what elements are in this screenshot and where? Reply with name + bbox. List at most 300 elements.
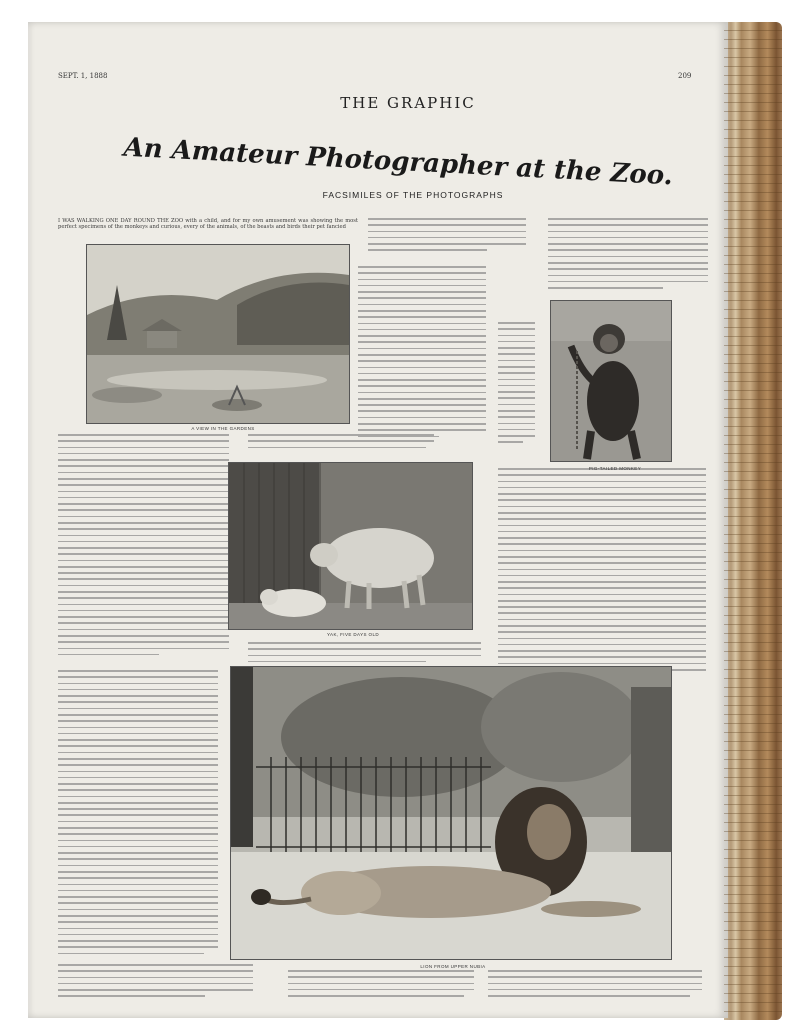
text-line	[58, 983, 253, 985]
text-line	[498, 650, 706, 652]
text-line	[498, 474, 706, 476]
page-edge-line	[724, 858, 782, 859]
page-edge-line	[724, 921, 782, 922]
text-line	[58, 771, 218, 773]
text-line	[58, 934, 218, 936]
text-line	[548, 268, 708, 270]
text-line	[58, 871, 218, 873]
text-line	[58, 465, 229, 467]
page-edge-line	[724, 426, 782, 427]
page-edge-line	[724, 588, 782, 589]
book-page-edges	[724, 22, 782, 1020]
text-line	[498, 391, 535, 393]
text-line	[58, 764, 218, 766]
text-line	[498, 322, 535, 324]
page-edge-line	[724, 138, 782, 139]
text-line	[58, 777, 218, 779]
text-line	[58, 610, 229, 612]
intro-paragraph	[58, 218, 358, 244]
text-line	[358, 348, 486, 350]
page-edge-line	[724, 912, 782, 913]
text-line	[548, 287, 663, 289]
monkey-caption: PIG-TAILED MONKEY	[588, 466, 642, 471]
text-line	[498, 366, 535, 368]
text-line	[58, 572, 229, 574]
page-edge-line	[724, 282, 782, 283]
text-line	[498, 341, 535, 343]
text-line	[498, 404, 535, 406]
text-line	[498, 493, 706, 495]
masthead: THE GRAPHIC	[340, 94, 476, 112]
text-line	[498, 379, 535, 381]
text-line	[548, 237, 708, 239]
text-line	[58, 535, 229, 537]
text-line	[548, 218, 708, 220]
text-line	[58, 447, 229, 449]
text-line	[288, 995, 464, 997]
newspaper-page	[28, 22, 728, 1018]
text-line	[58, 541, 229, 543]
text-line	[58, 946, 218, 948]
text-line	[58, 953, 204, 955]
page-edge-line	[724, 291, 782, 292]
page-edge-line	[724, 309, 782, 310]
text-line	[248, 648, 481, 650]
column-text-block	[548, 218, 720, 298]
text-line	[358, 398, 486, 400]
page-edge-line	[724, 300, 782, 301]
text-line	[358, 335, 486, 337]
page-edge-line	[724, 210, 782, 211]
text-line	[58, 783, 218, 785]
text-line	[358, 417, 486, 419]
page-edge-line	[724, 327, 782, 328]
page-date: SEPT. 1, 1888	[58, 72, 108, 80]
page-edge-line	[724, 480, 782, 481]
text-line	[58, 915, 218, 917]
text-line	[58, 808, 218, 810]
page-edge-line	[724, 516, 782, 517]
page-edge-line	[724, 876, 782, 877]
column-text-block	[358, 266, 496, 448]
text-line	[58, 547, 229, 549]
text-line	[358, 392, 486, 394]
page-edge-line	[724, 219, 782, 220]
text-line	[358, 323, 486, 325]
text-line	[58, 484, 229, 486]
text-line	[498, 506, 706, 508]
text-line	[358, 279, 486, 281]
page-edge-line	[724, 597, 782, 598]
text-line	[58, 802, 218, 804]
column-text-block	[288, 970, 488, 1004]
page-edge-line	[724, 444, 782, 445]
page-edge-line	[724, 777, 782, 778]
page-edge-line	[724, 192, 782, 193]
page-edge-line	[724, 390, 782, 391]
text-line	[488, 970, 702, 972]
page-edge-line	[724, 435, 782, 436]
page-edge-line	[724, 174, 782, 175]
text-line	[548, 281, 708, 283]
text-line	[358, 310, 486, 312]
text-line	[498, 543, 706, 545]
page-edge-line	[724, 39, 782, 40]
text-line	[548, 256, 708, 258]
text-line	[498, 619, 706, 621]
page-edge-line	[724, 462, 782, 463]
text-line	[548, 262, 708, 264]
text-line	[358, 360, 486, 362]
text-line	[498, 353, 535, 355]
text-line	[58, 821, 218, 823]
text-line	[58, 629, 229, 631]
text-line	[58, 516, 229, 518]
text-line	[358, 304, 486, 306]
text-line	[248, 661, 426, 663]
text-line	[488, 989, 702, 991]
text-line	[58, 890, 218, 892]
text-line	[498, 562, 706, 564]
text-line	[58, 695, 218, 697]
text-line	[498, 410, 535, 412]
text-line	[358, 404, 486, 406]
yak-photo	[228, 462, 473, 630]
text-line	[498, 397, 535, 399]
text-line	[288, 976, 474, 978]
page-edge-line	[724, 606, 782, 607]
text-line	[58, 846, 218, 848]
column-text-block	[58, 434, 242, 666]
text-line	[498, 372, 535, 374]
text-line	[58, 683, 218, 685]
page-edge-line	[724, 489, 782, 490]
page-edge-line	[724, 993, 782, 994]
text-line	[58, 877, 218, 879]
page-edge-line	[724, 840, 782, 841]
text-line	[498, 594, 706, 596]
page-edge-line	[724, 894, 782, 895]
text-line	[58, 472, 229, 474]
text-line	[498, 518, 706, 520]
page-edge-line	[724, 867, 782, 868]
text-line	[58, 727, 218, 729]
page-edge-line	[724, 768, 782, 769]
text-line	[58, 940, 218, 942]
text-line	[58, 641, 229, 643]
text-line	[58, 553, 229, 555]
text-line	[548, 243, 708, 245]
text-line	[498, 360, 535, 362]
page-edge-line	[724, 165, 782, 166]
text-line	[358, 385, 486, 387]
page-edge-line	[724, 237, 782, 238]
text-line	[58, 928, 218, 930]
text-line	[58, 964, 253, 966]
page-edge-line	[724, 534, 782, 535]
page-edge-line	[724, 399, 782, 400]
text-line	[358, 423, 486, 425]
text-line	[358, 316, 486, 318]
page-edge-line	[724, 948, 782, 949]
page-edge-line	[724, 354, 782, 355]
text-line	[58, 585, 229, 587]
text-line	[58, 884, 218, 886]
text-line	[358, 373, 486, 375]
text-line	[58, 566, 229, 568]
intro-lead: I WAS WALKING ONE DAY ROUND THE ZOO with a child, and for my own amusement was showing the most perfect specimens of the monkeys and curious, every of the animals, of the beasts and birds their pet fancied	[58, 218, 358, 231]
page-edge-line	[724, 1002, 782, 1003]
page-edge-line	[724, 525, 782, 526]
text-line	[358, 367, 486, 369]
page-edge-line	[724, 273, 782, 274]
page-edge-line	[724, 66, 782, 67]
text-line	[488, 976, 702, 978]
page-edge-line	[724, 570, 782, 571]
page-edge-line	[724, 849, 782, 850]
text-line	[58, 989, 253, 991]
text-line	[498, 644, 706, 646]
column-text-block	[248, 642, 498, 668]
text-line	[58, 440, 229, 442]
page-edge-line	[724, 561, 782, 562]
text-line	[498, 525, 706, 527]
page-edge-line	[724, 579, 782, 580]
column-text-block	[368, 218, 538, 262]
text-line	[498, 656, 706, 658]
page-edge-line	[724, 678, 782, 679]
page-edge-line	[724, 714, 782, 715]
text-line	[498, 575, 706, 577]
page-edge-line	[724, 507, 782, 508]
text-line	[58, 733, 218, 735]
page-edge-line	[724, 885, 782, 886]
text-line	[358, 341, 486, 343]
page-edge-line	[724, 543, 782, 544]
monkey-photo	[550, 300, 672, 462]
page-edge-line	[724, 363, 782, 364]
page-edge-line	[724, 750, 782, 751]
article-subtitle: FACSIMILES OF THE PHOTOGRAPHS	[322, 190, 504, 200]
text-line	[358, 291, 486, 293]
text-line	[58, 689, 218, 691]
page-edge-line	[724, 255, 782, 256]
text-line	[498, 347, 535, 349]
page-edge-line	[724, 408, 782, 409]
page-edge-line	[724, 453, 782, 454]
text-line	[358, 410, 486, 412]
text-line	[58, 796, 218, 798]
gardens-photo	[86, 244, 350, 424]
text-line	[248, 642, 481, 644]
text-line	[498, 587, 706, 589]
text-line	[548, 231, 708, 233]
text-line	[498, 600, 706, 602]
text-line	[58, 604, 229, 606]
page-edge-line	[724, 642, 782, 643]
gardens-caption: A VIEW IN THE GARDENS	[191, 426, 255, 431]
text-line	[58, 491, 229, 493]
page-edge-line	[724, 975, 782, 976]
text-line	[368, 231, 526, 233]
page-edge-line	[724, 552, 782, 553]
page-edge-line	[724, 264, 782, 265]
text-line	[358, 272, 486, 274]
page-edge-line	[724, 687, 782, 688]
page-edge-line	[724, 120, 782, 121]
text-line	[58, 597, 229, 599]
text-line	[58, 789, 218, 791]
page-edge-line	[724, 705, 782, 706]
page-edge-line	[724, 795, 782, 796]
text-line	[358, 266, 486, 268]
text-line	[58, 522, 229, 524]
page-edge-line	[724, 966, 782, 967]
page-edge-line	[724, 903, 782, 904]
text-line	[248, 447, 426, 449]
page-edge-line	[724, 318, 782, 319]
text-line	[498, 481, 706, 483]
page-edge-line	[724, 660, 782, 661]
text-line	[498, 335, 535, 337]
page-edge-line	[724, 930, 782, 931]
page-edge-line	[724, 183, 782, 184]
text-line	[58, 676, 218, 678]
column-text-block	[498, 322, 538, 452]
text-line	[58, 616, 229, 618]
text-line	[498, 328, 535, 330]
page-edge-line	[724, 201, 782, 202]
text-line	[58, 497, 229, 499]
text-line	[58, 840, 218, 842]
page-edge-line	[724, 372, 782, 373]
page-edge-line	[724, 336, 782, 337]
text-line	[498, 606, 706, 608]
text-line	[358, 285, 486, 287]
page-edge-line	[724, 156, 782, 157]
text-line	[288, 970, 474, 972]
text-line	[498, 631, 706, 633]
text-line	[368, 249, 487, 251]
page-edge-line	[724, 831, 782, 832]
text-line	[58, 758, 218, 760]
text-line	[548, 224, 708, 226]
text-line	[368, 218, 526, 220]
page-edge-line	[724, 624, 782, 625]
text-line	[248, 655, 481, 657]
text-line	[58, 752, 218, 754]
text-line	[58, 701, 218, 703]
text-line	[58, 833, 218, 835]
text-line	[58, 745, 218, 747]
text-line	[498, 569, 706, 571]
page-edge-line	[724, 147, 782, 148]
text-line	[498, 487, 706, 489]
text-line	[548, 249, 708, 251]
text-line	[58, 921, 218, 923]
text-line	[358, 297, 486, 299]
text-line	[368, 237, 526, 239]
text-line	[58, 865, 218, 867]
yak-caption: YAK, FIVE DAYS OLD	[326, 632, 380, 637]
text-line	[498, 512, 706, 514]
text-line	[58, 648, 229, 650]
text-line	[498, 612, 706, 614]
page-edge-line	[724, 102, 782, 103]
column-text-block	[498, 468, 722, 684]
text-line	[58, 560, 229, 562]
text-line	[58, 453, 229, 455]
page-edge-line	[724, 669, 782, 670]
text-line	[498, 416, 535, 418]
text-line	[288, 989, 474, 991]
text-line	[498, 499, 706, 501]
text-line	[58, 635, 229, 637]
text-line	[368, 243, 526, 245]
text-line	[58, 902, 218, 904]
text-line	[58, 591, 229, 593]
page-edge-line	[724, 813, 782, 814]
page-edge-line	[724, 984, 782, 985]
text-line	[58, 503, 229, 505]
page-edge-line	[724, 30, 782, 31]
text-line	[58, 739, 218, 741]
text-line	[58, 708, 218, 710]
page-edge-line	[724, 615, 782, 616]
page-edge-line	[724, 822, 782, 823]
page-edge-line	[724, 759, 782, 760]
text-line	[498, 537, 706, 539]
text-line	[58, 995, 205, 997]
text-line	[358, 429, 486, 431]
text-line	[58, 622, 229, 624]
page-edge-line	[724, 786, 782, 787]
text-line	[58, 852, 218, 854]
text-line	[488, 983, 702, 985]
text-line	[498, 441, 523, 443]
text-line	[358, 354, 486, 356]
text-line	[498, 385, 535, 387]
text-line	[58, 509, 229, 511]
text-line	[58, 909, 218, 911]
text-line	[498, 429, 535, 431]
page-edge-line	[724, 48, 782, 49]
text-line	[498, 581, 706, 583]
article-title-text: An Amateur Photographer at the Zoo.	[122, 132, 674, 192]
lion-caption: LION FROM UPPER NUBIA	[420, 964, 486, 969]
text-line	[498, 625, 706, 627]
column-text-block	[488, 970, 718, 1004]
text-line	[58, 858, 218, 860]
text-line	[58, 720, 218, 722]
text-line	[498, 435, 535, 437]
text-line	[498, 531, 706, 533]
page-edge-line	[724, 129, 782, 130]
column-text-block	[248, 434, 448, 456]
page-edge-line	[724, 345, 782, 346]
page-edge-line	[724, 228, 782, 229]
page-edge-line	[724, 471, 782, 472]
text-line	[498, 423, 535, 425]
text-line	[358, 329, 486, 331]
text-line	[358, 379, 486, 381]
page-edge-line	[724, 75, 782, 76]
text-line	[58, 459, 229, 461]
page-edge-line	[724, 57, 782, 58]
text-line	[58, 977, 253, 979]
page-edge-line	[724, 93, 782, 94]
page-edge-line	[724, 246, 782, 247]
